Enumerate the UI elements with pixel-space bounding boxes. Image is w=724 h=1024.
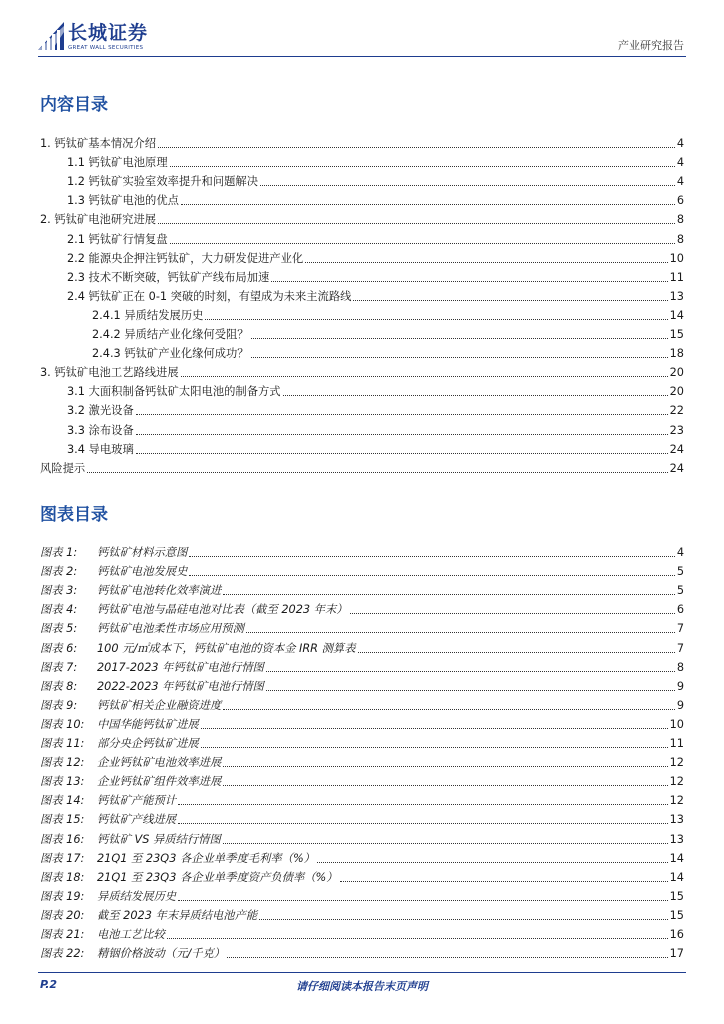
figure-caption: 中国华能钙钛矿进展 (97, 717, 199, 731)
logo-english-name: GREAT WALL SECURITIES (68, 45, 144, 51)
figure-entry-page: 13 (669, 813, 684, 827)
leader-dots (305, 262, 667, 263)
figure-entry-page: 10 (669, 717, 684, 731)
figure-entry-page: 15 (669, 889, 684, 903)
figure-entry-page: 14 (669, 851, 684, 865)
leader-dots (201, 728, 668, 729)
leader-dots (136, 414, 668, 415)
leader-dots (170, 166, 675, 167)
figure-entry-text (40, 565, 187, 579)
toc-entry-page: 18 (669, 347, 684, 361)
figure-entry[interactable] (40, 675, 684, 694)
toc-entry-page: 11 (669, 270, 684, 284)
figure-entry-page: 15 (669, 908, 684, 922)
figure-entry-text (40, 909, 257, 923)
leader-dots (223, 785, 667, 786)
figure-entry-text (40, 756, 221, 770)
toc-entry-label: 2.4.2 异质结产业化缘何受阻？ (92, 328, 249, 342)
leader-dots (136, 453, 668, 454)
leader-dots (205, 319, 667, 320)
leader-dots (266, 671, 675, 672)
figure-number: 图表 2: (40, 565, 78, 579)
toc-entry-page: 24 (669, 442, 684, 456)
figure-entry-page: 12 (669, 775, 684, 789)
figure-number: 图表 6: (40, 641, 78, 655)
figure-entry[interactable] (40, 847, 684, 866)
leader-dots (223, 594, 675, 595)
figure-entry-page: 5 (676, 565, 684, 579)
leader-dots (136, 434, 668, 435)
toc-entry[interactable] (40, 266, 684, 285)
figure-number: 图表 15: (40, 813, 85, 827)
leader-dots (271, 281, 667, 282)
figure-number: 图表 17: (40, 851, 85, 865)
toc-entry[interactable] (40, 304, 684, 323)
figure-entry[interactable] (40, 694, 684, 713)
figure-number: 图表 22: (40, 947, 85, 961)
figure-number: 图表 5: (40, 622, 78, 636)
toc-entry[interactable] (40, 438, 684, 457)
figure-entry[interactable] (40, 751, 684, 770)
figure-entry[interactable] (40, 732, 684, 751)
leader-dots (251, 357, 668, 358)
leader-dots (223, 709, 675, 710)
figure-entry-text (40, 546, 187, 560)
leader-dots (178, 900, 668, 901)
toc-entry[interactable] (40, 132, 684, 151)
figure-entry-page: 12 (669, 756, 684, 770)
toc-list (40, 132, 684, 476)
toc-entry-label: 1.1 钙钛矿电池原理 (67, 156, 168, 170)
figure-caption: 截至 2023 年末异质结电池产能 (97, 908, 258, 922)
toc-entry[interactable] (40, 170, 684, 189)
leader-dots (178, 823, 668, 824)
great-wall-logo-icon (38, 22, 64, 50)
leader-dots (158, 223, 675, 224)
figure-entry[interactable] (40, 904, 684, 923)
leader-dots (350, 613, 675, 614)
figure-entry-page: 5 (676, 584, 684, 598)
toc-entry-label: 1. 钙钛矿基本情况介绍 (40, 137, 157, 151)
figure-entry-page: 7 (676, 641, 684, 655)
toc-entry-page: 6 (676, 194, 684, 208)
figure-entry-text (40, 642, 356, 656)
figure-entry[interactable] (40, 770, 684, 789)
toc-entry-label: 2. 钙钛矿电池研究进展 (40, 213, 157, 227)
toc-entry[interactable] (40, 189, 684, 208)
figure-entry[interactable] (40, 827, 684, 846)
figure-caption: 2022-2023 年钙钛矿电池行情图 (97, 679, 264, 693)
figure-caption: 钙钛矿电池柔性市场应用预测 (97, 622, 244, 636)
figure-entry-text (40, 584, 221, 598)
figure-entry[interactable] (40, 636, 684, 655)
figure-number: 图表 8: (40, 679, 78, 693)
toc-entry-page: 15 (669, 328, 684, 342)
leader-dots (181, 204, 675, 205)
toc-entry-label: 1.2 钙钛矿实验室效率提升和问题解决 (67, 175, 259, 189)
figure-entry-page: 8 (676, 660, 684, 674)
figure-number: 图表 11: (40, 737, 85, 751)
toc-entry-label: 2.4.1 异质结发展历史 (92, 308, 204, 322)
toc-entry-page: 10 (669, 251, 684, 265)
toc-entry[interactable] (40, 247, 684, 266)
toc-entry[interactable] (40, 227, 684, 246)
figure-entry[interactable] (40, 713, 684, 732)
toc-entry-page: 4 (676, 175, 684, 189)
figure-entry[interactable] (40, 942, 684, 961)
figure-entry-text (40, 718, 199, 732)
figure-entry-page: 16 (669, 927, 684, 941)
figure-entry[interactable] (40, 541, 684, 560)
page-header (0, 0, 724, 64)
toc-entry-page: 14 (669, 308, 684, 322)
figure-number: 图表 16: (40, 832, 85, 846)
figure-caption: 钙钛矿材料示意图 (97, 546, 188, 560)
leader-dots (340, 881, 668, 882)
toc-entry-label: 3.2 激光设备 (67, 404, 134, 418)
figure-entry-text (40, 928, 165, 942)
leader-dots (170, 243, 675, 244)
toc-entry[interactable] (40, 151, 684, 170)
toc-entry-page: 24 (669, 461, 684, 475)
leader-dots (227, 957, 668, 958)
figure-entry-text (40, 680, 264, 694)
leader-dots (87, 472, 667, 473)
toc-entry[interactable] (40, 399, 684, 418)
toc-entry-page: 4 (676, 156, 684, 170)
figure-entry-text (40, 622, 244, 636)
figure-entry-page: 9 (676, 698, 684, 712)
toc-entry-label: 3. 钙钛矿电池工艺路线进展 (40, 366, 179, 380)
figure-entry-text (40, 737, 199, 751)
figure-entry-text (40, 833, 221, 847)
toc-entry-label: 1.3 钙钛矿电池的优点 (67, 194, 179, 208)
figure-entry[interactable] (40, 598, 684, 617)
toc-title: 内容目录 (40, 95, 108, 115)
figure-number: 图表 10: (40, 717, 85, 731)
toc-entry-label: 3.4 导电玻璃 (67, 442, 134, 456)
figure-caption: 21Q1 至 23Q3 各企业单季度毛利率（%） (97, 851, 315, 865)
figure-caption: 异质结发展历史 (97, 889, 177, 903)
toc-entry[interactable] (40, 380, 684, 399)
toc-entry[interactable] (40, 323, 684, 342)
toc-entry[interactable] (40, 457, 684, 476)
figure-caption: 钙钛矿产能预计 (97, 794, 177, 808)
leader-dots (189, 556, 674, 557)
toc-entry[interactable] (40, 285, 684, 304)
toc-entry-page: 23 (669, 423, 684, 437)
figure-entry-page: 12 (669, 794, 684, 808)
figure-entry-page: 17 (669, 947, 684, 961)
page-number: P.2 (40, 978, 58, 991)
figure-caption: 钙钛矿相关企业融资进度 (97, 698, 222, 712)
figure-entry[interactable] (40, 560, 684, 579)
toc-entry-page: 20 (669, 385, 684, 399)
figure-number: 图表 7: (40, 660, 78, 674)
toc-entry-page: 20 (669, 366, 684, 380)
toc-entry[interactable] (40, 208, 684, 227)
figure-entry[interactable] (40, 656, 684, 675)
figure-entry-text (40, 661, 264, 675)
leader-dots (246, 632, 675, 633)
toc-entry-page: 8 (676, 213, 684, 227)
figure-list (40, 541, 684, 961)
figure-entry[interactable] (40, 789, 684, 808)
figure-entry[interactable] (40, 617, 684, 636)
toc-entry-page: 8 (676, 232, 684, 246)
figure-entry-page: 4 (676, 546, 684, 560)
toc-entry-label: 3.3 涂布设备 (67, 423, 134, 437)
leader-dots (158, 147, 675, 148)
leader-dots (178, 804, 668, 805)
figure-entry-text (40, 890, 176, 904)
figure-entry-text (40, 775, 221, 789)
document-type-label: 产业研究报告 (618, 39, 684, 52)
figure-entry[interactable] (40, 579, 684, 598)
figure-caption: 电池工艺比较 (97, 927, 165, 941)
leader-dots (223, 843, 668, 844)
figure-entry-text (40, 947, 225, 961)
figure-number: 图表 19: (40, 889, 85, 903)
figure-entry-text (40, 871, 338, 885)
figure-entry-page: 13 (669, 832, 684, 846)
leader-dots (181, 376, 668, 377)
toc-entry-label: 3.1 大面积制备钙钛矿太阳电池的制备方式 (67, 385, 281, 399)
figure-number: 图表 3: (40, 584, 78, 598)
figure-caption: 精铟价格波动（元/千克） (97, 947, 226, 961)
figure-caption: 企业钙钛矿组件效率进展 (97, 775, 222, 789)
leader-dots (358, 652, 675, 653)
toc-entry-label: 风险提示 (40, 461, 86, 475)
toc-entry[interactable] (40, 361, 684, 380)
figure-entry-page: 9 (676, 679, 684, 693)
figure-entry-text (40, 852, 315, 866)
figure-caption: 钙钛矿电池发展史 (97, 565, 188, 579)
figure-number: 图表 13: (40, 775, 85, 789)
figure-caption: 钙钛矿电池与晶硅电池对比表（截至 2023 年末） (97, 603, 348, 617)
figure-caption: 2017-2023 年钙钛矿电池行情图 (97, 660, 264, 674)
figure-entry-page: 11 (669, 737, 684, 751)
leader-dots (266, 690, 675, 691)
figure-number: 图表 1: (40, 546, 78, 560)
company-logo (38, 22, 158, 52)
toc-entry-page: 4 (676, 137, 684, 151)
leader-dots (189, 575, 674, 576)
figure-caption: 部分央企钙钛矿进展 (97, 737, 199, 751)
figure-caption: 21Q1 至 23Q3 各企业单季度资产负债率（%） (97, 870, 338, 884)
figure-number: 图表 4: (40, 603, 78, 617)
leader-dots (317, 862, 668, 863)
toc-entry-page: 13 (669, 289, 684, 303)
figure-caption: 钙钛矿电池转化效率演进 (97, 584, 222, 598)
figure-entry-text (40, 699, 221, 713)
footer-divider (38, 972, 686, 973)
figure-number: 图表 18: (40, 870, 85, 884)
leader-dots (167, 938, 668, 939)
toc-entry-label: 2.1 钙钛矿行情复盘 (67, 232, 168, 246)
logo-chinese-name: 长城证券 (68, 22, 149, 44)
toc-entry-label: 2.4 钙钛矿正在 0-1 突破的时刻，有望成为未来主流路线 (67, 289, 352, 303)
toc-entry-label: 2.4.3 钙钛矿产业化缘何成功？ (92, 347, 249, 361)
figure-number: 图表 9: (40, 698, 78, 712)
disclaimer-note: 请仔细阅读本报告末页声明 (296, 980, 428, 993)
leader-dots (251, 338, 668, 339)
figure-list-title: 图表目录 (40, 505, 108, 525)
figure-entry[interactable] (40, 923, 684, 942)
leader-dots (353, 300, 667, 301)
toc-entry-label: 2.2 能源央企押注钙钛矿，大力研发促进产业化 (67, 251, 304, 265)
figure-entry-text (40, 794, 176, 808)
toc-entry-label: 2.3 技术不断突破，钙钛矿产线布局加速 (67, 270, 270, 284)
figure-number: 图表 21: (40, 927, 85, 941)
figure-entry-page: 14 (669, 870, 684, 884)
figure-number: 图表 12: (40, 756, 85, 770)
header-divider (38, 56, 686, 57)
figure-entry[interactable] (40, 808, 684, 827)
toc-entry-page: 22 (669, 404, 684, 418)
figure-caption: 企业钙钛矿电池效率进展 (97, 756, 222, 770)
figure-caption: 100 元/㎡成本下，钙钛矿电池的资本金 IRR 测算表 (97, 641, 356, 655)
toc-entry[interactable] (40, 342, 684, 361)
figure-entry-page: 7 (676, 622, 684, 636)
figure-entry-page: 6 (676, 603, 684, 617)
figure-number: 图表 20: (40, 908, 85, 922)
figure-entry[interactable] (40, 885, 684, 904)
leader-dots (283, 395, 668, 396)
figure-entry[interactable] (40, 866, 684, 885)
figure-entry-text (40, 603, 348, 617)
figure-caption: 钙钛矿产线进展 (97, 813, 177, 827)
figure-number: 图表 14: (40, 794, 85, 808)
figure-entry-text (40, 813, 176, 827)
leader-dots (260, 185, 675, 186)
leader-dots (259, 919, 667, 920)
toc-entry[interactable] (40, 418, 684, 437)
leader-dots (201, 747, 668, 748)
leader-dots (223, 766, 667, 767)
figure-caption: 钙钛矿 VS 异质结行情图 (97, 832, 221, 846)
